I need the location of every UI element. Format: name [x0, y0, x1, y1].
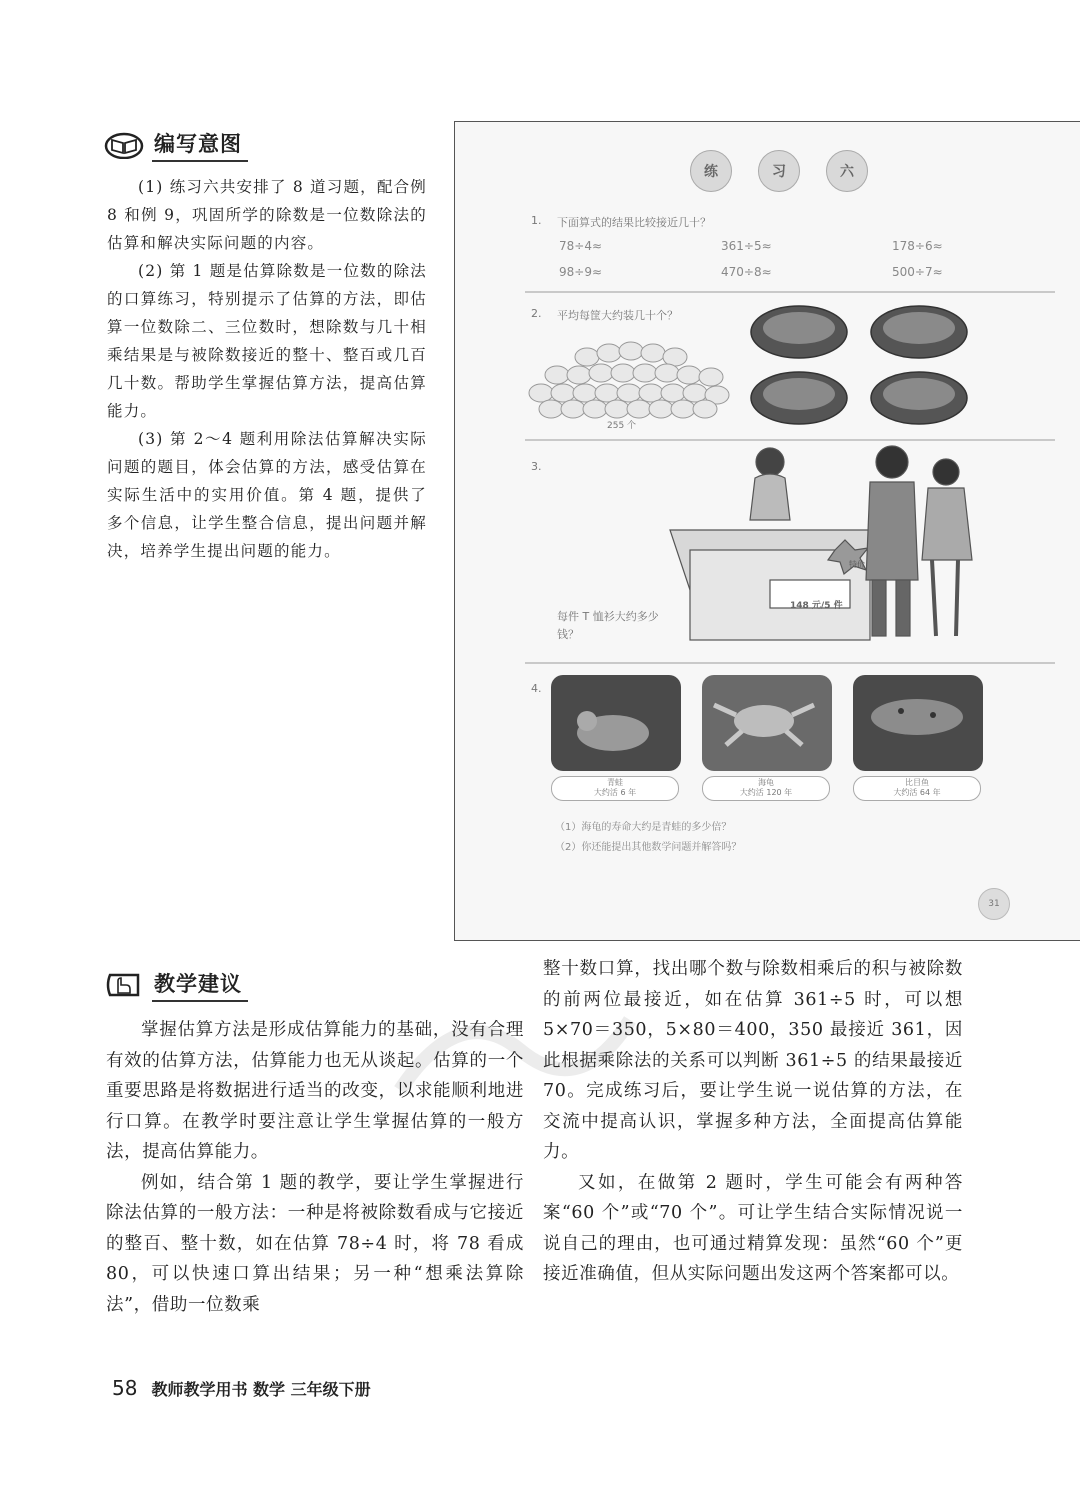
exercise-title-char: 练: [690, 150, 732, 192]
animal-card-turtle: [702, 675, 832, 801]
intent-paragraph-1: (1) 练习六共安排了 8 道习题，配合例 8 和例 9，巩固所学的除数是一位数除法的估算和解决实际问题的内容。: [107, 178, 427, 252]
book-title: 教师教学用书 数学 三年级下册: [151, 1380, 371, 1399]
intent-text: [107, 173, 427, 565]
advice-continuation: 整十数口算，找出哪个数与除数相乘后的积与被除数的前两位最接近，如在估算 361÷5 时，可以想 5×70＝350，5×80＝400，350 最接近 361，因此根据乘除法的关系可以判断 361÷5 的结果最接近 70。完成练习后，要让学生说一说估算的方法，在交流中提高认识，掌握多种方法，全面提高估算能力。: [543, 959, 963, 1162]
intent-paragraph-2: (2) 第 1 题是估算除数是一位数的除法的口算练习，特别提示了估算的方法，即估算一位数除二、三位数时，想除数与几十相乘结果是与被除数接近的整十、整百或几百几十数。帮助学生掌握估算方法，提高估算能力。: [107, 262, 427, 420]
open-book-icon: [104, 131, 144, 159]
frog-photo: [551, 675, 681, 771]
q4-number: 4.: [531, 682, 542, 695]
q4-subquestion-2: （2）你还能提出其他数学问题并解答吗？: [555, 842, 742, 853]
frog-caption: [551, 776, 679, 801]
page-number: 58: [112, 1376, 138, 1400]
intent-paragraph-3: (3) 第 2～4 题利用除法估算解决实际问题的题目，体会估算的方法，感受估算在实际生活中的实用价值。第 4 题，提供了多个信息，让学生整合信息，提出问题并解决，培养学生提出问题的能力。: [107, 430, 427, 560]
special-badge: 特价: [849, 560, 865, 569]
q3-number: 3.: [531, 460, 542, 473]
advice-paragraph-3: 又如，在做第 2 题时，学生可能会有两种答案“60 个”或“70 个”。可让学生结合实际情况说一说自己的理由，也可通过精算发现：虽然“60 个”更接近准确值，但从实际问题出发这两个答案都可以。: [543, 1172, 963, 1284]
q1-number: 1.: [531, 214, 542, 227]
egg-count-label: 255 个: [607, 421, 637, 431]
advice-section-header: [104, 968, 248, 1002]
price-sign: 148 元/5 件: [790, 601, 843, 611]
intent-section-header: [104, 128, 248, 162]
turtle-caption: [702, 776, 830, 801]
flatfish-photo: [853, 675, 983, 771]
flatfish-caption: [853, 776, 981, 801]
advice-section-title: 教学建议: [152, 968, 248, 1002]
turtle-name: 海龟: [758, 778, 774, 787]
frog-name: 青蛙: [607, 778, 623, 787]
turtle-lifespan: 大约活 120 年: [739, 788, 793, 797]
page-footer: [112, 1376, 371, 1400]
q1-calc: 361÷5≈: [721, 239, 772, 253]
frog-lifespan: 大约活 6 年: [593, 788, 637, 797]
divider: [525, 662, 1055, 664]
textbook-page-panel: [454, 121, 1080, 941]
q1-calc: 500÷7≈: [892, 265, 943, 279]
shop-scene-illustration: [660, 440, 980, 650]
exercise-title: [690, 150, 868, 192]
flatfish-lifespan: 大约活 64 年: [893, 788, 941, 797]
exercise-title-char: 习: [758, 150, 800, 192]
q1-calc: 178÷6≈: [892, 239, 943, 253]
q1-prompt: 下面算式的结果比较接近几十？: [557, 216, 711, 229]
advice-right-column: [543, 954, 963, 1290]
q1-calc: 470÷8≈: [721, 265, 772, 279]
advice-left-column: [106, 1015, 524, 1320]
pointing-hand-icon: [104, 971, 144, 999]
advice-paragraph-1: 掌握估算方法是形成估算能力的基础，没有合理有效的估算方法，估算能力也无从谈起。估算的一个重要思路是将数据进行适当的改变，以求能顺利地进行口算。在教学时要注意让学生掌握估算的一般方法，提高估算能力。: [106, 1020, 524, 1162]
q2-number: 2.: [531, 307, 542, 320]
q1-calc: 98÷9≈: [559, 265, 603, 279]
divider: [525, 291, 1055, 293]
intent-section-title: 编写意图: [152, 128, 248, 162]
q4-subquestion-1: （1）海龟的寿命大约是青蛙的多少倍？: [555, 822, 732, 833]
turtle-photo: [702, 675, 832, 771]
animal-card-frog: [551, 675, 681, 801]
egg-pile-illustration: [527, 327, 737, 427]
advice-paragraph-2: 例如，结合第 1 题的教学，要让学生掌握进行除法估算的一般方法：一种是将被除数看成与它接近的整百、整十数，如在估算 78÷4 时，将 78 看成 80，可以快速口算出结果；另一种“想乘法算除法”，借助一位数乘: [106, 1172, 524, 1315]
q3-question: 每件 T 恤衫大约多少钱？: [557, 610, 659, 641]
flatfish-name: 比目鱼: [905, 778, 929, 787]
animal-card-flatfish: [853, 675, 983, 801]
q2-prompt: 平均每筐大约装几十个？: [557, 309, 678, 322]
exercise-title-char: 六: [826, 150, 868, 192]
q1-calc: 78÷4≈: [559, 239, 603, 253]
textbook-page-number: 31: [978, 888, 1010, 920]
baskets-illustration: [747, 302, 977, 432]
